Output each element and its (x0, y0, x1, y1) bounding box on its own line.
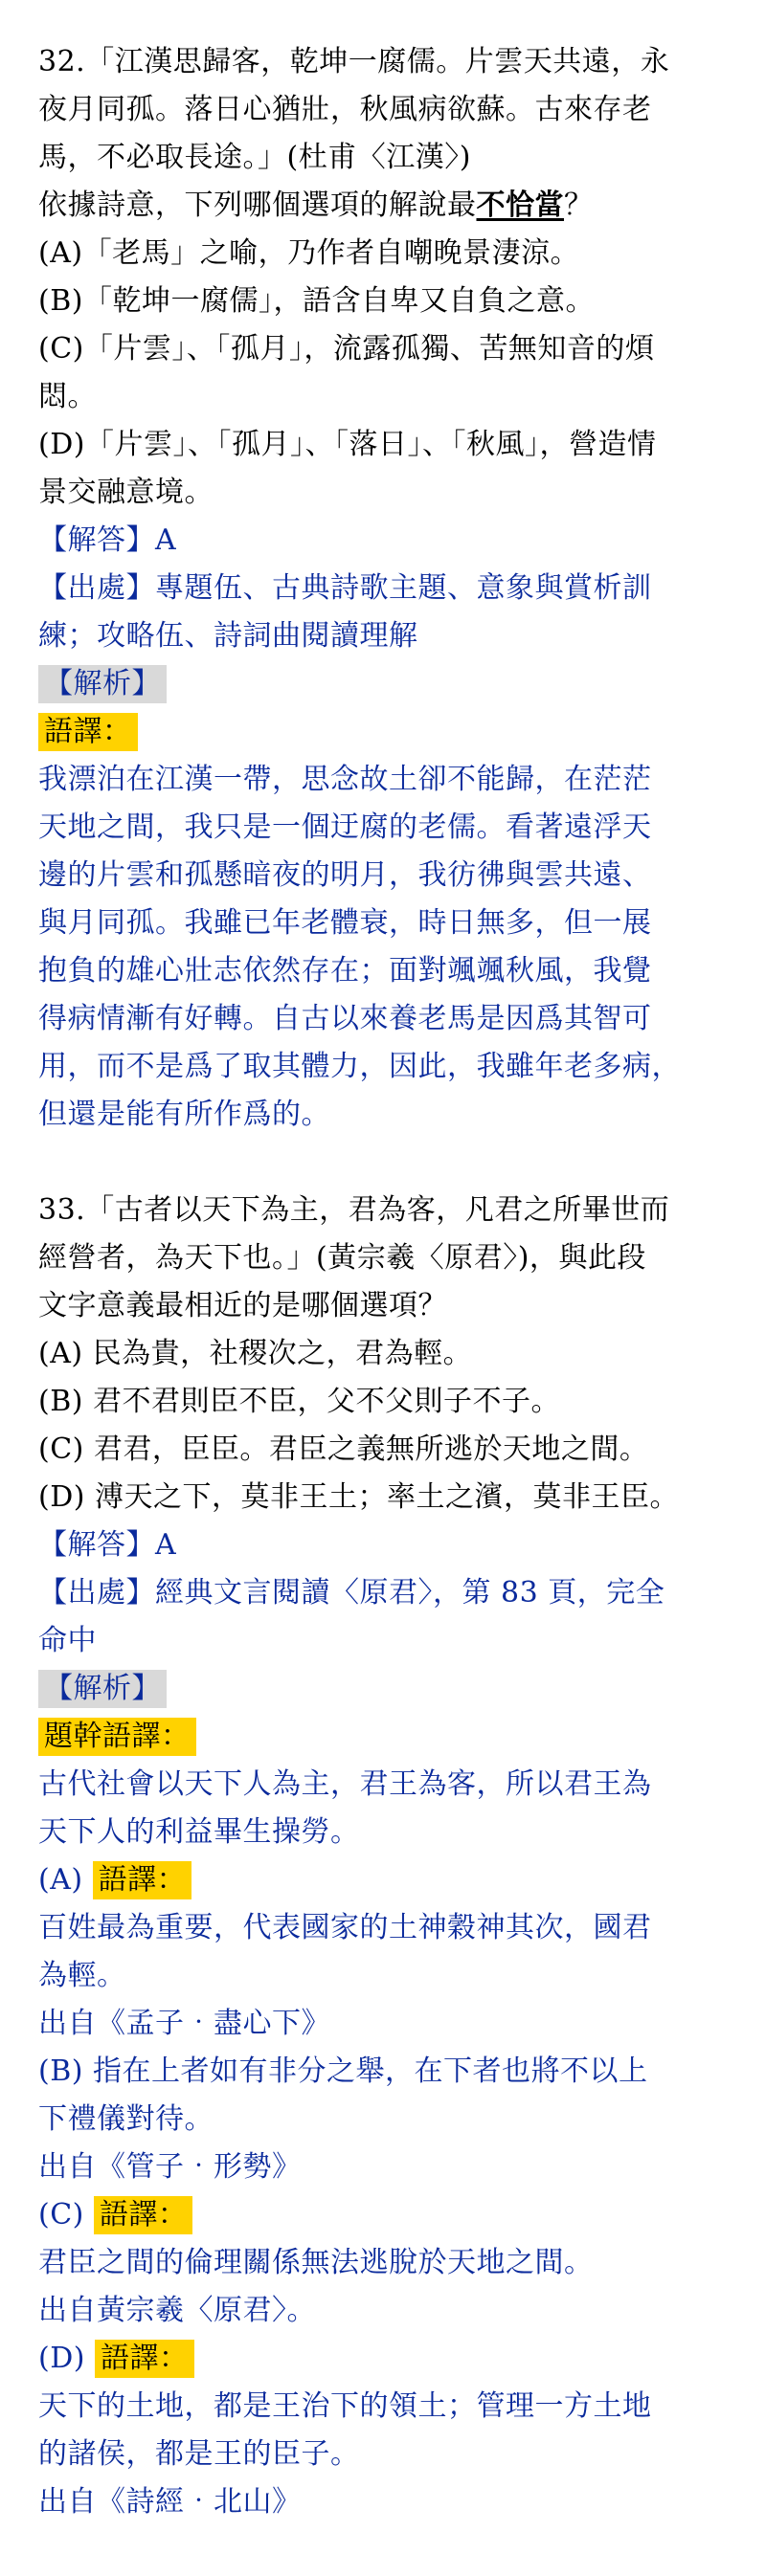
q32-option-d-cont: 景交融意境。 (38, 476, 214, 509)
q32-stem-line-1: 32.「江漢思歸客，乾坤一腐儒。片雲天共遠，永 (38, 45, 670, 78)
q33-option-a: (A) 民為貴，社稷次之，君為輕。 (38, 1337, 473, 1370)
q32-translation-line-1: 我漂泊在江漢一帶，思念故土卻不能歸，在茫茫 (38, 763, 652, 796)
q32-source-line-2: 練；攻略伍、詩詞曲閱讀理解 (38, 619, 418, 653)
q33-opt-d-source: 出自《詩經‧北山》 (38, 2485, 302, 2519)
q32-prompt (38, 182, 732, 230)
q33-stem-translation-line-2: 天下人的利益畢生操勞。 (38, 1815, 360, 1849)
q32-option-c: (C)「片雲」、「孤月」，流露孤獨、苦無知音的煩 (38, 332, 655, 366)
q32-answer: 【解答】A (38, 523, 177, 557)
q33-opt-b-line-2: 下禮儀對待。 (38, 2102, 214, 2136)
q33-stem-line-3: 文字意義最相近的是哪個選項？ (38, 1289, 447, 1322)
q32-option-b: (B)「乾坤一腐儒」，語含自卑又自負之意。 (38, 284, 595, 318)
q33-analysis-row (38, 1665, 732, 1713)
question-32 (38, 38, 732, 1139)
q33-opt-c-row (38, 2191, 732, 2239)
q32-prompt-text: 依據詩意，下列哪個選項的解說最 (38, 189, 477, 222)
q33-stem-translation-line-1: 古代社會以天下人為主，君王為客，所以君王為 (38, 1767, 652, 1801)
q32-translation-line-5: 抱負的雄心壯志依然存在；面對颯颯秋風，我覺 (38, 954, 652, 988)
q33-opt-a-line-1: 百姓最為重要，代表國家的土神穀神其次，國君 (38, 1911, 652, 1944)
q32-stem-line-2: 夜月同孤。落日心猶壯，秋風病欲蘇。古來存老 (38, 93, 652, 126)
q32-translation-line-2: 天地之間，我只是一個迂腐的老儒。看著遠浮天 (38, 811, 652, 844)
q32-translation-line-4: 與月同孤。我雖已年老體衰，時日無多，但一展 (38, 906, 652, 940)
q33-opt-c-source: 出自黃宗羲〈原君〉。 (38, 2294, 316, 2327)
q32-translation-label: 語譯： (38, 713, 138, 751)
q33-opt-a-label: 語譯： (93, 1861, 192, 1899)
q33-opt-c-letter: (C) (38, 2198, 84, 2232)
q32-prompt-end: ？ (564, 189, 594, 222)
q33-stem-line-2: 經營者，為天下也。」(黃宗羲〈原君〉)，與此段 (38, 1241, 646, 1275)
q33-opt-d-row (38, 2335, 732, 2383)
q33-analysis-label: 【解析】 (38, 1670, 167, 1708)
q33-source-line-2: 命中 (38, 1624, 97, 1657)
q32-source-line-1: 【出處】專題伍、古典詩歌主題、意象與賞析訓 (38, 571, 652, 605)
q33-answer: 【解答】A (38, 1528, 177, 1562)
q33-opt-c-label: 語譯： (94, 2196, 193, 2234)
q32-translation-line-8: 但還是能有所作爲的。 (38, 1098, 330, 1131)
q32-translation-line-6: 得病情漸有好轉。自古以來養老馬是因爲其智可 (38, 1002, 652, 1035)
question-divider (38, 1139, 732, 1187)
q32-translation-line-3: 邊的片雲和孤懸暗夜的明月，我彷彿與雲共遠、 (38, 858, 652, 892)
q33-source-line-1: 【出處】經典文言閱讀〈原君〉，第 83 頁，完全 (38, 1576, 665, 1610)
q33-option-c: (C) 君君，臣臣。君臣之義無所逃於天地之間。 (38, 1432, 649, 1466)
q32-translation-line-7: 用，而不是爲了取其體力，因此，我雖年老多病， (38, 1050, 681, 1083)
q32-option-d: (D)「片雲」、「孤月」、「落日」、「秋風」，營造情 (38, 428, 657, 461)
q33-opt-d-line-2: 的諸侯，都是王的臣子。 (38, 2437, 360, 2471)
q33-stem-translation-label: 題幹語譯： (38, 1718, 196, 1756)
q33-stem-translation-row (38, 1713, 732, 1761)
q33-option-d: (D) 溥天之下，莫非王土；率土之濱，莫非王臣。 (38, 1480, 679, 1514)
q32-analysis-label: 【解析】 (38, 665, 167, 703)
q33-opt-b-source: 出自《管子‧形勢》 (38, 2150, 302, 2184)
q32-option-a: (A)「老馬」之喻，乃作者自嘲晚景淒涼。 (38, 236, 580, 270)
q32-option-c-cont: 悶。 (38, 380, 97, 413)
q33-opt-d-line-1: 天下的土地，都是王治下的領土；管理一方土地 (38, 2389, 652, 2423)
q33-stem-line-1: 33.「古者以天下為主，君為客，凡君之所畢世而 (38, 1193, 670, 1227)
q33-opt-c-line-1: 君臣之間的倫理關係無法逃脫於天地之間。 (38, 2246, 594, 2279)
q33-opt-a-row (38, 1856, 732, 1904)
q32-analysis-row (38, 660, 732, 708)
question-33 (38, 1187, 732, 2526)
q33-option-b: (B) 君不君則臣不臣，父不父則子不子。 (38, 1385, 560, 1418)
q33-opt-a-letter: (A) (38, 1863, 83, 1897)
q32-translation-row (38, 708, 732, 756)
q33-opt-d-label: 語譯： (95, 2340, 194, 2378)
q32-stem-line-3: 馬，不必取長途。」(杜甫〈江漢〉) (38, 141, 471, 174)
q33-opt-a-line-2: 為輕。 (38, 1959, 126, 1992)
q33-opt-a-source: 出自《孟子‧盡心下》 (38, 2007, 330, 2040)
q33-opt-d-letter: (D) (38, 2342, 85, 2375)
q33-opt-b-line-1: (B) 指在上者如有非分之舉，在下者也將不以上 (38, 2054, 648, 2088)
q32-prompt-emphasis: 不恰當 (476, 189, 564, 222)
